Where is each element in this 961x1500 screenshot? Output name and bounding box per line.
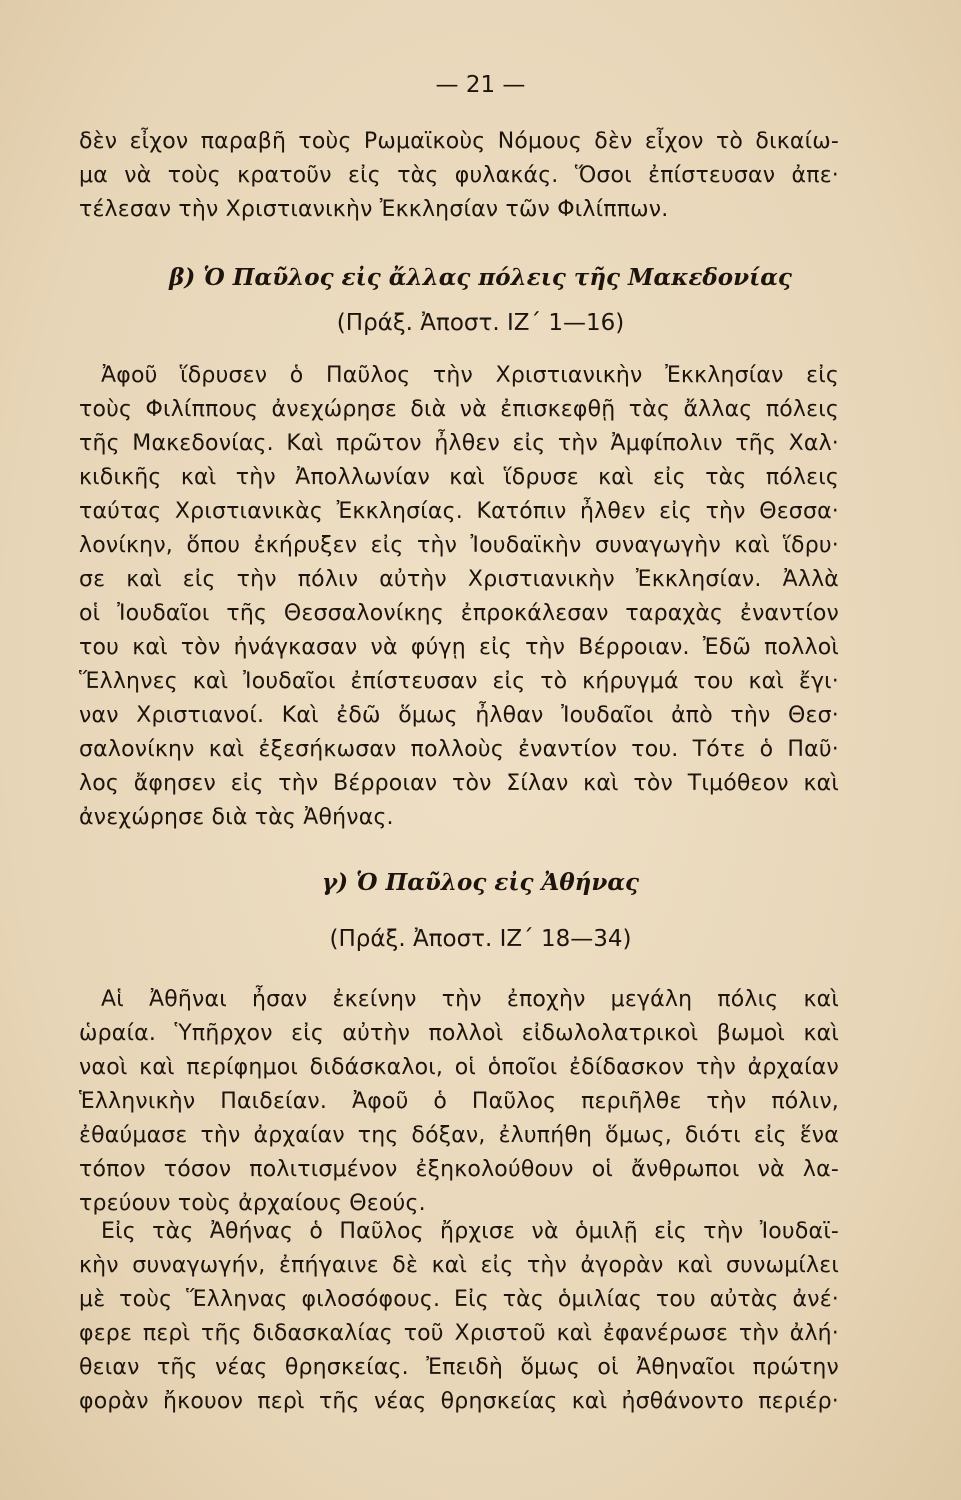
text-line: θειαν τῆς νέας θρησκείας. Ἐπειδὴ ὅμως οἱ Ἀθηναῖοι πρώτην	[79, 1355, 839, 1380]
text-line: ἀνεχώρησε διὰ τὰς Ἀθήνας.	[79, 805, 394, 830]
text-line: Ἕλληνες καὶ Ἰουδαῖοι ἐπίστευσαν εἰς τὸ κήρυγμά του καὶ ἔγι·	[79, 669, 839, 694]
text-line: φορὰν ἤκουον περὶ τῆς νέας θρησκείας καὶ ἠσθάνοντο περιέρ·	[79, 1389, 839, 1414]
text-line: ταύτας Χριστιανικὰς Ἐκκλησίας. Κατόπιν ἦλθεν εἰς τὴν Θεσσα·	[79, 499, 839, 524]
text-line: κιδικῆς καὶ τὴν Ἀπολλωνίαν καὶ ἵδρυσε καὶ εἰς τὰς πόλεις	[79, 465, 839, 490]
scripture-reference-c: (Πράξ. Ἀποστ. ΙΖ΄ 18—34)	[329, 926, 632, 952]
text-line: Ἑλληνικὴν Παιδείαν. Ἀφοῦ ὁ Παῦλος περιῆλθε τὴν πόλιν,	[79, 1089, 839, 1114]
text-line: μὲ τοὺς Ἕλληνας φιλοσόφους. Εἰς τὰς ὁμιλίας του αὐτὰς ἀνέ·	[79, 1287, 839, 1312]
text-line: φερε περὶ τῆς διδασκαλίας τοῦ Χριστοῦ καὶ ἐφανέρωσε τὴν ἀλή·	[79, 1321, 839, 1346]
paragraph-1	[79, 125, 839, 227]
section-heading-c: γ) Ὁ Παῦλος εἰς Ἀθήνας	[321, 869, 640, 896]
text-line: του καὶ τὸν ἠνάγκασαν νὰ φύγῃ εἰς τὴν Βέρροιαν. Ἐδῶ πολλοὶ	[79, 635, 839, 660]
text-line: τόπον τόσον πολιτισμένον ἐξηκολούθουν οἱ ἄνθρωποι νὰ λα-	[79, 1157, 839, 1182]
text-line: λος ἄφησεν εἰς τὴν Βέρροιαν τὸν Σίλαν καὶ τὸν Τιμόθεον καὶ	[79, 771, 839, 796]
text-line: λονίκην, ὅπου ἐκήρυξεν εἰς τὴν Ἰουδαϊκὴν συναγωγὴν καὶ ἵδρυ·	[79, 533, 839, 558]
text-line: τοὺς Φιλίππους ἀνεχώρησε διὰ νὰ ἐπισκεφθῇ τὰς ἄλλας πόλεις	[79, 397, 839, 422]
text-line: κὴν συναγωγήν, ἐπήγαινε δὲ καὶ εἰς τὴν ἀγορὰν καὶ συνωμίλει	[79, 1253, 839, 1278]
text-line: τρεύουν τοὺς ἀρχαίους Θεούς.	[79, 1191, 426, 1216]
text-line: τέλεσαν τὴν Χριστιανικὴν Ἐκκλησίαν τῶν Φιλίππων.	[79, 197, 669, 222]
text-line: σαλονίκην καὶ ἐξεσήκωσαν πολλοὺς ἐναντίον του. Τότε ὁ Παῦ·	[79, 737, 839, 762]
text-line: σε καὶ εἰς τὴν πόλιν αὐτὴν Χριστιανικὴν Ἐκκλησίαν. Ἀλλὰ	[79, 567, 839, 592]
text-line: Εἰς τὰς Ἀθήνας ὁ Παῦλος ἤρχισε νὰ ὁμιλῇ εἰς τὴν Ἰουδαϊ-	[101, 1219, 839, 1244]
text-line: ναν Χριστιανοί. Καὶ ἐδῶ ὅμως ἦλθαν Ἰουδαῖοι ἀπὸ τὴν Θεσ·	[79, 703, 839, 728]
text-line: Αἱ Ἀθῆναι ἦσαν ἐκείνην τὴν ἐποχὴν μεγάλη πόλις καὶ	[101, 987, 839, 1012]
page-number: — 21 —	[435, 72, 526, 98]
text-line: οἱ Ἰουδαῖοι τῆς Θεσσαλονίκης ἐπροκάλεσαν ταραχὰς ἐναντίον	[79, 601, 839, 626]
scripture-reference-b: (Πράξ. Ἀποστ. ΙΖ΄ 1—16)	[336, 310, 625, 336]
paragraph-2	[79, 359, 839, 835]
text-line: μα νὰ τοὺς κρατοῦν εἰς τὰς φυλακάς. Ὅσοι ἐπίστευσαν ἀπε·	[79, 163, 839, 188]
paragraph-4	[79, 1215, 839, 1419]
paragraph-3	[79, 983, 839, 1221]
text-line: δὲν εἶχον παραβῆ τοὺς Ρωμαϊκοὺς Νόμους δὲν εἶχον τὸ δικαίω-	[79, 129, 839, 154]
text-line: ἐθαύμασε τὴν ἀρχαίαν της δόξαν, ἐλυπήθη ὅμως, διότι εἰς ἕνα	[79, 1123, 839, 1148]
text-line: ὡραία. Ὑπῆρχον εἰς αὐτὴν πολλοὶ εἰδωλολατρικοὶ βωμοὶ καὶ	[79, 1021, 839, 1046]
text-line: τῆς Μακεδονίας. Καὶ πρῶτον ἦλθεν εἰς τὴν Ἀμφίπολιν τῆς Χαλ·	[79, 431, 839, 456]
text-line: Ἀφοῦ ἵδρυσεν ὁ Παῦλος τὴν Χριστιανικὴν Ἐκκλησίαν εἰς	[101, 363, 839, 388]
section-heading-b: β) Ὁ Παῦλος εἰς ἄλλας πόλεις τῆς Μακεδονίας	[169, 264, 792, 291]
text-line: ναοὶ καὶ περίφημοι διδάσκαλοι, οἱ ὁποῖοι ἐδίδασκον τὴν ἀρχαίαν	[79, 1055, 839, 1080]
